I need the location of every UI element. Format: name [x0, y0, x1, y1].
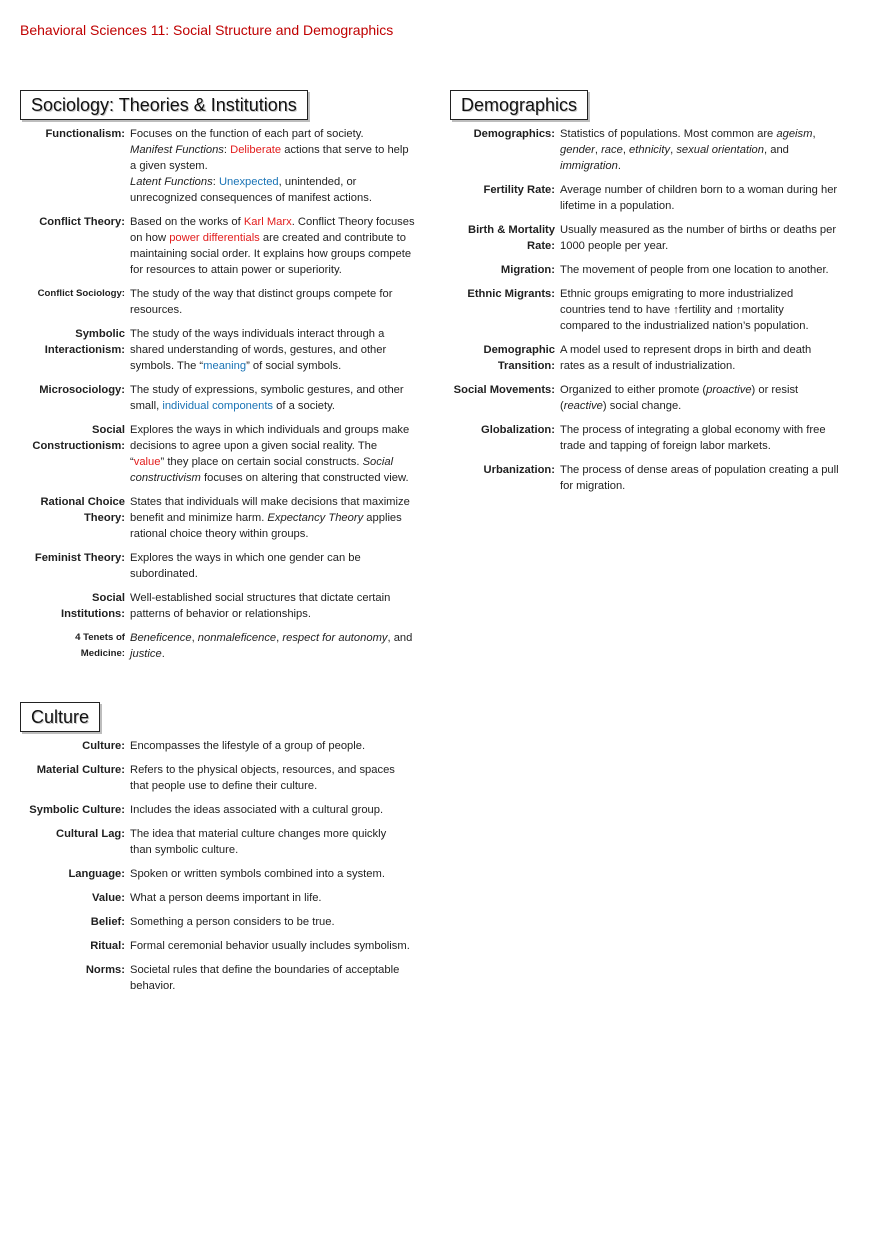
entry-term [450, 286, 560, 334]
glossary-entry [20, 382, 440, 414]
definition-line [130, 890, 440, 906]
entry-definition [560, 342, 870, 374]
entry-term-line: Ethnic Migrants: [467, 288, 555, 300]
definition-line [130, 214, 440, 230]
definition-text: that people use to define their culture. [130, 780, 318, 792]
definition-text: applies [363, 512, 402, 524]
definition-text: The study of the way that distinct groups compete for [130, 288, 393, 300]
entry-term-line: Symbolic Culture: [29, 804, 125, 816]
italic-term: sexual orientation [676, 144, 765, 156]
italic-term: Latent Functions [130, 176, 213, 188]
definition-line [560, 142, 870, 158]
definition-line [130, 142, 440, 158]
entry-term [450, 382, 560, 414]
definition-line [130, 510, 440, 526]
glossary-entry [20, 630, 440, 662]
culture-entries [20, 738, 440, 994]
entry-term-line: Birth & Mortality [467, 224, 555, 236]
entry-term [20, 630, 130, 662]
definition-line [560, 342, 870, 358]
glossary-entry [450, 422, 870, 454]
glossary-entry [20, 550, 440, 582]
definition-line [130, 566, 440, 582]
entry-term-line: Belief: [90, 916, 125, 928]
entry-term-line: Conflict Sociology: [37, 288, 125, 299]
definition-text: rates as a result of industrialization. [560, 360, 736, 372]
definition-line [560, 238, 870, 254]
definition-line [130, 606, 440, 622]
definition-line [130, 938, 440, 954]
definition-line [130, 438, 440, 454]
definition-line [560, 286, 870, 302]
definition-line [130, 382, 440, 398]
definition-line [130, 738, 440, 754]
definition-text: ( [560, 400, 564, 412]
entry-definition [130, 590, 440, 622]
entry-definition [130, 494, 440, 542]
definition-text: . [617, 160, 621, 172]
definition-text: The process of dense areas of population creating a pull [560, 464, 839, 476]
glossary-entry [450, 126, 870, 174]
entry-term-line: 4 Tenets of [75, 632, 125, 643]
entry-term [20, 494, 130, 542]
entry-term [20, 550, 130, 582]
entry-term-line: Globalization: [481, 424, 555, 436]
glossary-entry [20, 826, 440, 858]
entry-term [20, 326, 130, 374]
glossary-entry [450, 382, 870, 414]
definition-text: Based on the works of [130, 216, 244, 228]
glossary-entry [20, 590, 440, 622]
entry-term-line: Migration: [500, 264, 555, 276]
definition-text: . [161, 648, 165, 660]
glossary-entry [20, 962, 440, 994]
definition-text: , [670, 144, 677, 156]
definition-text: ” of social symbols. [246, 360, 342, 372]
definition-text: small, [130, 400, 163, 412]
definition-text: What a person deems important in life. [130, 892, 322, 904]
definition-line [130, 158, 440, 174]
definition-line [130, 842, 440, 858]
entry-definition [560, 222, 870, 254]
definition-text: compared to the industrialized nation’s population. [560, 320, 809, 332]
glossary-entry [450, 262, 870, 278]
glossary-entry [450, 286, 870, 334]
entry-term-line: Transition: [497, 360, 555, 372]
entry-term-line: Culture: [82, 740, 125, 752]
entry-term-line: Interactionism: [44, 344, 125, 356]
definition-text: subordinated. [130, 568, 198, 580]
definition-line [130, 302, 440, 318]
entry-term [20, 214, 130, 278]
definition-text: for resources to attain power or superiority. [130, 264, 342, 276]
italic-term: Expectancy Theory [267, 512, 364, 524]
highlighted-term: Deliberate [230, 144, 282, 156]
entry-term-line: Fertility Rate: [483, 184, 555, 196]
definition-text: Well-established social structures that dictate certain [130, 592, 391, 604]
entry-term [20, 422, 130, 486]
definition-text: , [812, 128, 816, 140]
entry-definition [130, 938, 440, 954]
definition-text: , [191, 632, 198, 644]
entry-term-line: Rational Choice [40, 496, 125, 508]
entry-term-line: Rate: [527, 240, 555, 252]
entry-definition [130, 914, 440, 930]
definition-text: The idea that material culture changes more quickly [130, 828, 387, 840]
glossary-entry [20, 938, 440, 954]
definition-line [560, 222, 870, 238]
glossary-entry [450, 182, 870, 214]
glossary-entry [450, 222, 870, 254]
glossary-entry [450, 462, 870, 494]
definition-text: : [212, 176, 219, 188]
definition-text: on how [130, 232, 170, 244]
entry-term [20, 762, 130, 794]
definition-line [130, 422, 440, 438]
entry-term [20, 962, 130, 994]
definition-line [130, 230, 440, 246]
glossary-entry [20, 762, 440, 794]
definition-line [560, 182, 870, 198]
definition-line [130, 978, 440, 994]
definition-text: benefit and minimize harm. [130, 512, 268, 524]
glossary-entry [20, 214, 440, 278]
entry-term [450, 222, 560, 254]
definition-text: The study of expressions, symbolic gestures, and other [130, 384, 404, 396]
definition-line [560, 422, 870, 438]
definition-line [130, 962, 440, 978]
italic-term: respect for autonomy [282, 632, 388, 644]
definition-line [560, 262, 870, 278]
sociology-section [20, 90, 440, 670]
definition-text: : [223, 144, 231, 156]
italic-term: ethnicity [629, 144, 671, 156]
definition-text: Spoken or written symbols combined into a system. [130, 868, 385, 880]
definition-line [130, 590, 440, 606]
entry-term [20, 802, 130, 818]
entry-term [450, 462, 560, 494]
culture-section [20, 702, 440, 1002]
definition-line [130, 190, 440, 206]
definition-line [130, 762, 440, 778]
definition-text: focuses on altering that constructed view. [200, 472, 409, 484]
entry-term [20, 914, 130, 930]
entry-term [20, 826, 130, 858]
definition-text: A model used to represent drops in birth and death [560, 344, 812, 356]
entry-term [20, 590, 130, 622]
entry-term-line: Microsociology: [39, 384, 125, 396]
definition-line [560, 126, 870, 142]
definition-line [130, 494, 440, 510]
definition-text: States that individuals will make decisions that maximize [130, 496, 410, 508]
entry-term-line: Demographics: [473, 128, 555, 140]
entry-term-line: Urbanization: [483, 464, 555, 476]
definition-text: , and [764, 144, 789, 156]
italic-term: immigration [560, 160, 618, 172]
highlighted-term: meaning [203, 360, 247, 372]
definition-text: The study of the ways individuals interact through a [130, 328, 385, 340]
entry-definition [130, 326, 440, 374]
definition-text: maintaining social order. It explains how groups compete [130, 248, 412, 260]
definition-text: , unintended, or [278, 176, 357, 188]
entry-definition [560, 422, 870, 454]
italic-term: ageism [776, 128, 813, 140]
entry-definition [130, 422, 440, 486]
definition-text: , and [387, 632, 413, 644]
glossary-entry [20, 494, 440, 542]
definition-line [130, 866, 440, 882]
entry-term [450, 422, 560, 454]
definition-text: Encompasses the lifestyle of a group of people. [130, 740, 366, 752]
definition-text: 1000 people per year. [560, 240, 669, 252]
definition-text: Refers to the physical objects, resources, and spaces [130, 764, 395, 776]
highlighted-term: Karl Marx [243, 216, 292, 228]
definition-text: patterns of behavior or relationships. [130, 608, 311, 620]
definition-line [130, 358, 440, 374]
highlighted-term: Unexpected [218, 176, 279, 188]
highlighted-term: value [133, 456, 161, 468]
entry-term [20, 866, 130, 882]
definition-line [560, 478, 870, 494]
definition-line [560, 438, 870, 454]
italic-term: Beneficence [130, 632, 192, 644]
entry-definition [560, 286, 870, 334]
entry-definition [130, 214, 440, 278]
entry-term-line: Medicine: [80, 648, 125, 659]
entry-term [20, 126, 130, 206]
italic-term: gender [560, 144, 595, 156]
definition-line [130, 526, 440, 542]
definition-line [130, 802, 440, 818]
glossary-entry [20, 126, 440, 206]
definition-text: Ethnic groups emigrating to more industrialized [560, 288, 794, 300]
entry-term-line: Language: [68, 868, 125, 880]
entry-definition [130, 126, 440, 206]
definition-text: ) social change. [602, 400, 682, 412]
entry-definition [130, 286, 440, 318]
entry-definition [130, 550, 440, 582]
definition-text: “ [130, 456, 134, 468]
entry-term [450, 342, 560, 374]
definition-text: lifetime in a population. [560, 200, 675, 212]
italic-term: reactive [563, 400, 603, 412]
definition-text: resources. [130, 304, 183, 316]
definition-text: a given system. [130, 160, 208, 172]
definition-line [560, 318, 870, 334]
definition-text: . Conflict Theory focuses [291, 216, 415, 228]
glossary-entry [20, 890, 440, 906]
italic-term: proactive [706, 384, 752, 396]
entry-term-line: Demographic [483, 344, 555, 356]
entry-term-line: Constructionism: [32, 440, 125, 452]
entry-term-line: Institutions: [60, 608, 125, 620]
entry-definition [130, 382, 440, 414]
glossary-entry [450, 342, 870, 374]
entry-term-line: Feminist Theory: [34, 552, 125, 564]
definition-line [130, 630, 440, 646]
entry-definition [130, 962, 440, 994]
definition-line [130, 550, 440, 566]
definition-text: Includes the ideas associated with a cultural group. [130, 804, 384, 816]
definition-line [560, 462, 870, 478]
definition-text: ) or resist [751, 384, 799, 396]
glossary-entry [20, 866, 440, 882]
entry-definition [560, 126, 870, 174]
definition-line [130, 914, 440, 930]
definition-text: decisions to agree upon a given social reality. The [130, 440, 378, 452]
definition-line [130, 454, 440, 470]
document-title: Behavioral Sciences 11: Social Structure and Demographics [20, 22, 394, 38]
definition-line [130, 342, 440, 358]
glossary-entry [20, 802, 440, 818]
entry-term-line: Conflict Theory: [39, 216, 125, 228]
definition-text: Organized to either promote ( [560, 384, 707, 396]
entry-term-line: Material Culture: [36, 764, 125, 776]
definition-text: unrecognized consequences of manifest actions. [130, 192, 372, 204]
definition-line [130, 262, 440, 278]
definition-line [130, 398, 440, 414]
italic-term: Social [362, 456, 394, 468]
entry-term-line: Social [92, 424, 125, 436]
italic-term: nonmaleficence [197, 632, 277, 644]
entry-term-line: Social Movements: [453, 384, 555, 396]
definition-text: Societal rules that define the boundaries of acceptable [130, 964, 400, 976]
italic-term: justice [130, 648, 162, 660]
definition-text: Average number of children born to a woman during her [560, 184, 838, 196]
entry-definition [130, 630, 440, 662]
entry-term-line: Ritual: [90, 940, 125, 952]
definition-line [130, 126, 440, 142]
glossary-entry [20, 286, 440, 318]
entry-term [20, 890, 130, 906]
demographics-entries [450, 126, 870, 494]
entry-term [20, 286, 130, 318]
definition-text: trade and tapping of foreign labor markets. [560, 440, 771, 452]
glossary-entry [20, 738, 440, 754]
definition-line [130, 470, 440, 486]
definition-line [560, 398, 870, 414]
definition-text: Focuses on the function of each part of society. [130, 128, 364, 140]
definition-text: actions that serve to help [281, 144, 409, 156]
entry-definition [130, 890, 440, 906]
entry-definition [560, 182, 870, 214]
definition-text: Usually measured as the number of births or deaths per [560, 224, 837, 236]
highlighted-term: power differentials [169, 232, 260, 244]
entry-term [20, 738, 130, 754]
entry-definition [130, 802, 440, 818]
definition-text: , [594, 144, 602, 156]
definition-text: ” they place on certain social constructs. [160, 456, 363, 468]
definition-line [130, 286, 440, 302]
entry-definition [560, 262, 870, 278]
definition-text: The movement of people from one location to another. [560, 264, 829, 276]
glossary-entry [20, 326, 440, 374]
definition-text: behavior. [130, 980, 176, 992]
definition-text: Formal ceremonial behavior usually includes symbolism. [130, 940, 410, 952]
definition-text: Explores the ways in which one gender can be [130, 552, 361, 564]
definition-line [130, 778, 440, 794]
definition-line [560, 302, 870, 318]
definition-text: Explores the ways in which individuals and groups make [130, 424, 410, 436]
entry-term [20, 382, 130, 414]
entry-term [20, 938, 130, 954]
definition-text: Statistics of populations. Most common are [560, 128, 777, 140]
entry-term [450, 182, 560, 214]
entry-term [450, 262, 560, 278]
definition-text: , [622, 144, 630, 156]
italic-term: Manifest Functions [130, 144, 224, 156]
definition-text: Something a person considers to be true. [130, 916, 335, 928]
glossary-entry [20, 422, 440, 486]
definition-text: , [276, 632, 283, 644]
definition-text: shared understanding of words, gestures, and other [130, 344, 387, 356]
glossary-entry [20, 914, 440, 930]
entry-term [450, 126, 560, 174]
entry-term-line: Symbolic [75, 328, 125, 340]
definition-line [130, 646, 440, 662]
entry-definition [130, 762, 440, 794]
entry-definition [130, 826, 440, 858]
definition-text: are created and contribute to [259, 232, 406, 244]
entry-definition [560, 382, 870, 414]
definition-text: rational choice theory within groups. [130, 528, 309, 540]
culture-heading: Culture [20, 702, 100, 732]
definition-text: symbols. The “ [130, 360, 204, 372]
definition-line [130, 826, 440, 842]
definition-text: of a society. [273, 400, 336, 412]
entry-definition [130, 866, 440, 882]
demographics-section [450, 90, 870, 502]
entry-term-line: Value: [92, 892, 125, 904]
sociology-entries [20, 126, 440, 662]
definition-line [130, 326, 440, 342]
entry-definition [560, 462, 870, 494]
entry-term-line: Cultural Lag: [56, 828, 125, 840]
definition-text: The process of integrating a global economy with free [560, 424, 826, 436]
italic-term: constructivism [130, 472, 201, 484]
definition-line [560, 382, 870, 398]
entry-term-line: Norms: [85, 964, 125, 976]
highlighted-term: individual components [162, 400, 274, 412]
entry-definition [130, 738, 440, 754]
definition-text: than symbolic culture. [130, 844, 239, 856]
entry-term-line: Functionalism: [45, 128, 125, 140]
definition-line [560, 358, 870, 374]
definition-line [130, 246, 440, 262]
definition-line [130, 174, 440, 190]
demographics-heading: Demographics [450, 90, 588, 120]
definition-text: countries tend to have ↑fertility and ↑mortality [560, 304, 784, 316]
italic-term: race [601, 144, 623, 156]
sociology-heading: Sociology: Theories & Institutions [20, 90, 308, 120]
definition-line [560, 198, 870, 214]
definition-line [560, 158, 870, 174]
entry-term-line: Theory: [83, 512, 125, 524]
entry-term-line: Social [92, 592, 125, 604]
definition-text: for migration. [560, 480, 626, 492]
